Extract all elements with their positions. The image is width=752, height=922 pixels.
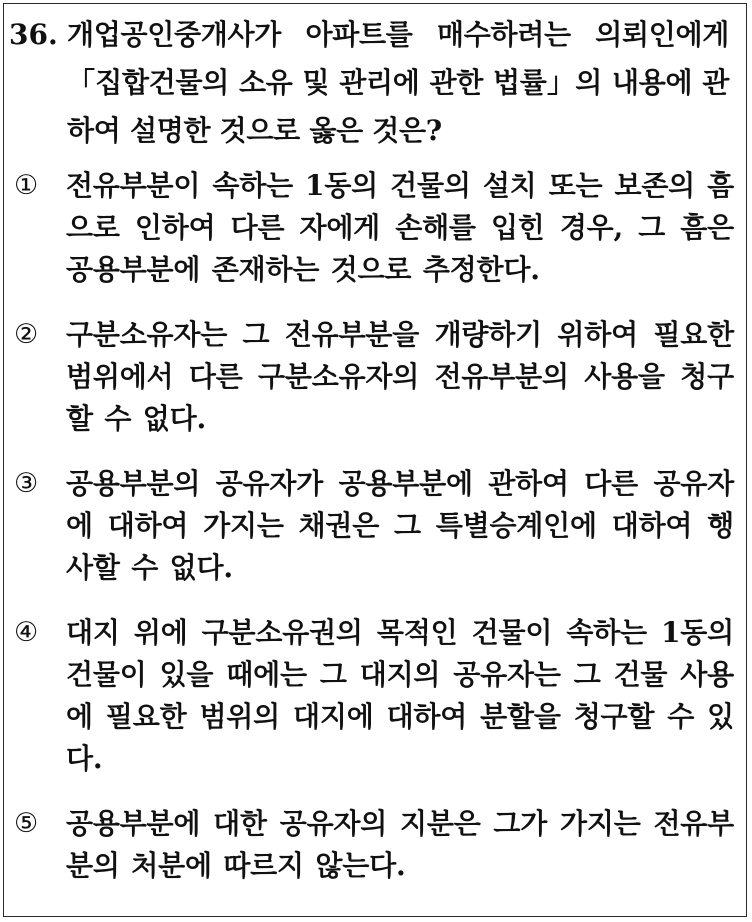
option-3-marker: ③	[14, 468, 39, 499]
option-5[interactable]	[14, 803, 734, 887]
question	[9, 11, 729, 155]
option-3-text: 공용부분의 공유자가 공용부분에 관하여 다른 공유자에 대하여 가지는 채권은 그 특별승계인에 대하여 행사할 수 없다.	[66, 467, 734, 584]
option-2[interactable]	[14, 314, 734, 440]
question-text: 개업공인중개사가 아파트를 매수하려는 의뢰인에게 「집합건물의 소유 및 관리에 관한 법률」의 내용에 관하여 설명한 것으로 옳은 것은?	[67, 18, 729, 147]
option-3[interactable]	[14, 463, 734, 589]
option-5-text: 공용부분에 대한 공유자의 지분은 그가 가지는 전유부분의 처분에 따르지 않는다.	[66, 807, 734, 882]
option-4-marker: ④	[14, 617, 39, 648]
option-2-text: 구분소유자는 그 전유부분을 개량하기 위하여 필요한 범위에서 다른 구분소유자의 전유부분의 사용을 청구할 수 없다.	[66, 318, 734, 435]
option-1-text: 전유부분이 속하는 1동의 건물의 설치 또는 보존의 흠으로 인하여 다른 자에게 손해를 입힌 경우, 그 흠은 공용부분에 존재하는 것으로 추정한다.	[66, 169, 734, 286]
option-4[interactable]	[14, 612, 734, 780]
option-2-marker: ②	[14, 319, 39, 350]
answer-options	[14, 165, 734, 910]
question-number: 36.	[9, 18, 58, 51]
option-5-marker: ⑤	[14, 808, 39, 839]
option-1-marker: ①	[14, 170, 39, 201]
option-4-text: 대지 위에 구분소유권의 목적인 건물이 속하는 1동의 건물이 있을 때에는 그 대지의 공유자는 그 건물 사용에 필요한 범위의 대지에 대하여 분할을 청구할 수 있다.	[66, 616, 734, 775]
option-1[interactable]	[14, 165, 734, 291]
